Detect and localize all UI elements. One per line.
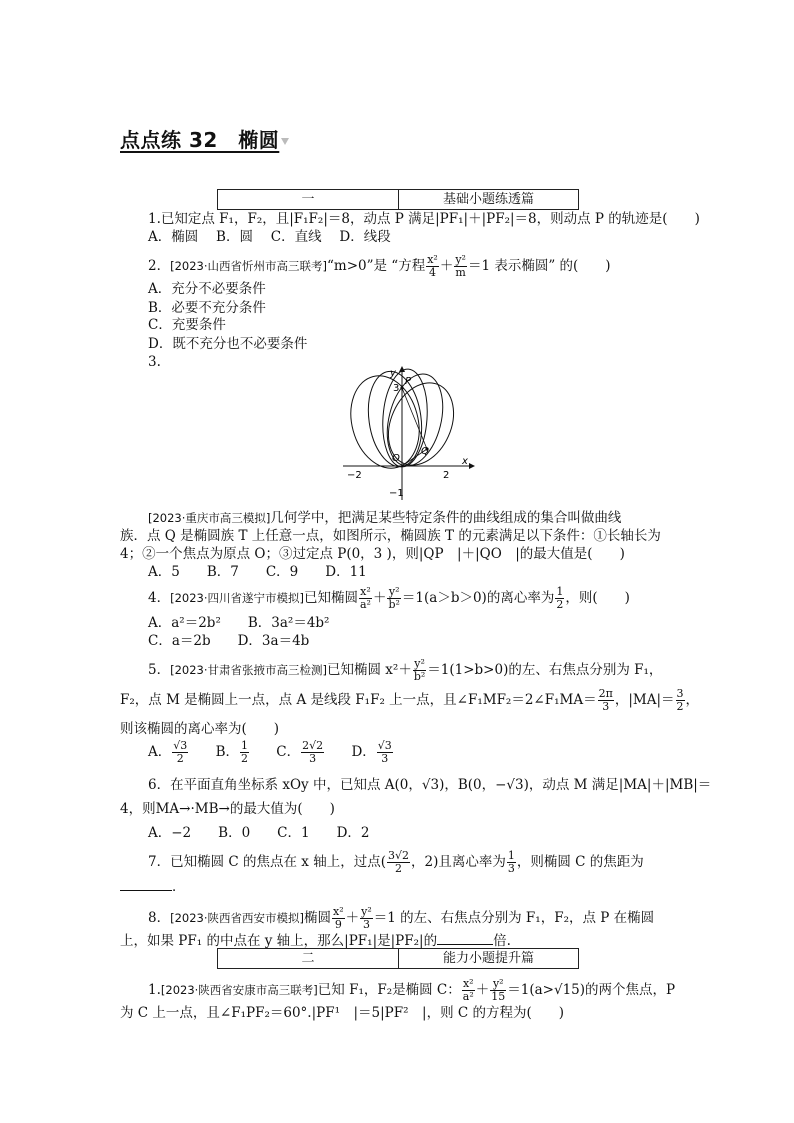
question-6-options: A．−2 B．0 C．1 D．2 bbox=[148, 825, 370, 841]
question-5-line-1: 5．[2023·甘肃省张掖市高三检测]已知椭圆 x²＋ $\frac{\text{y²}}{\text{b²}}$ ＝1(1>b>0)的左、右焦点分别为 F₁， bbox=[148, 657, 663, 683]
section-number: 二 bbox=[218, 949, 399, 968]
question-4-options-ab: A．a²＝2b² B．3a²＝4b² bbox=[148, 615, 330, 631]
answer-blank[interactable] bbox=[437, 932, 493, 945]
point-p-label: P bbox=[405, 376, 412, 387]
section-name: 基础小题练透篇 bbox=[442, 192, 534, 207]
answer-blank[interactable] bbox=[120, 878, 172, 891]
question-5-line-3: 则该椭圆的离心率为( ) bbox=[120, 721, 280, 737]
advanced-question-1-line-1: 1.[2023·陕西省安康市高三联考]已知 F₁，F₂是椭圆 C： $\frac{\text{x²}}{\text{a²}}$ ＋ $\frac{\text{y²}}{15}$ ＝1(a>√15)的两个焦点，P bbox=[148, 977, 676, 1003]
tick-3-label: 3 bbox=[393, 383, 400, 394]
question-6-line-2: 4，则MA→·MB→的最大值为( ) bbox=[120, 801, 335, 817]
x-axis-label: x bbox=[462, 456, 468, 467]
tick-2-label: 2 bbox=[443, 470, 450, 481]
question-2-option-c: C．充要条件 bbox=[148, 317, 226, 333]
question-4-text: 4．[2023·四川省遂宁市模拟]已知椭圆 $\frac{\text{x²}}{\text{a²}}$ ＋ $\frac{\text{y²}}{\text{b²}}$ ＝1(a＞b＞0)的离心率为 $\frac{1}{2}$ ，则( ) bbox=[148, 585, 630, 611]
origin-label: O bbox=[392, 453, 400, 464]
question-2-option-a: A．充分不必要条件 bbox=[148, 281, 266, 297]
question-6-line-1: 6．在平面直角坐标系 xOy 中，已知点 A(0，√3)，B(0，−√3)，动点 M 满足|MA|＋|MB|＝ bbox=[148, 777, 712, 793]
question-3-options: A．5 B．7 C．9 D．11 bbox=[148, 564, 367, 580]
section-number: 一 bbox=[218, 190, 399, 209]
question-1-options: A．椭圆 B．圆 C．直线 D．线段 bbox=[148, 229, 391, 245]
dropdown-triangle-icon bbox=[281, 138, 289, 145]
question-7-line-2: ． bbox=[120, 878, 186, 896]
point-q-label: Q bbox=[421, 446, 429, 457]
question-3-line-1: [2023·重庆市高三模拟]几何学中，把满足某些特定条件的曲线组成的集合叫做曲线 bbox=[148, 510, 622, 526]
tick-neg1-label: −1 bbox=[389, 488, 404, 499]
y-axis-label: y bbox=[390, 368, 396, 379]
question-8-line-1: 8．[2023·陕西省西安市模拟]椭圆 $\frac{\text{x²}}{9}$ ＋ $\frac{\text{y²}}{3}$ ＝1 的左、右焦点分别为 F₁，F₂，点 P 在椭圆 bbox=[148, 905, 655, 931]
advanced-question-1-line-2: 为 C 上一点，且∠F₁PF₂＝60°.|PF¹ |＝5|PF² |，则 C 的方程为( ) bbox=[120, 1005, 565, 1021]
question-2-option-d: D．既不充分也不必要条件 bbox=[148, 336, 308, 352]
question-3-line-2: 族．点 Q 是椭圆族 T 上任意一点，如图所示，椭圆族 T 的元素满足以下条件：①长轴长为 bbox=[120, 528, 661, 544]
question-3-line-3: 4；②一个焦点为原点 O；③过定点 P(0，3 )，则|QP |＋|QO |的最大值是( ) bbox=[120, 546, 625, 562]
section-header-basic bbox=[217, 189, 579, 210]
page-title: 点点练 32 椭圆 bbox=[120, 124, 289, 153]
question-1-text: 1.已知定点 F₁，F₂，且|F₁F₂|＝8，动点 P 满足|PF₁|＋|PF₂|＝8，则动点 P 的轨迹是( ) bbox=[148, 211, 700, 227]
ellipse-family-figure bbox=[335, 364, 475, 502]
question-8-line-2: 上，如果 PF₁ 的中点在 y 轴上，那么|PF₁|是|PF₂|的 倍. bbox=[120, 933, 511, 949]
question-2-text: 2．[2023·山西省忻州市高三联考]“m>0”是 “方程 $\frac{\text{x²}}{4}$ ＋ $\frac{\text{y²}}{m}$ ＝1 表示椭圆” 的( ) bbox=[148, 253, 611, 279]
tick-neg2-label: −2 bbox=[347, 470, 362, 481]
section-name: 能力小题提升篇 bbox=[442, 951, 534, 966]
question-7-line-1: 7．已知椭圆 C 的焦点在 x 轴上，过点( $\frac{3√2}{2}$ ，2)且离心率为 $\frac{1}{3}$ ，则椭圆 C 的焦距为 bbox=[148, 849, 644, 875]
question-2-option-b: B．必要不充分条件 bbox=[148, 300, 266, 316]
question-4-options-cd: C．a＝2b D．3a＝4b bbox=[148, 633, 310, 649]
section-header-advanced bbox=[217, 948, 579, 969]
question-3-number: 3. bbox=[148, 354, 161, 370]
question-5-options: A． $\frac{√3}{2}$ B． $\frac{1}{2}$ C． $\frac{2√2}{3}$ D． $\frac{√3}{3}$ bbox=[148, 739, 392, 765]
question-5-line-2: F₂，点 M 是椭圆上一点，点 A 是线段 F₁F₂ 上一点，且∠F₁MF₂＝2∠F₁MA＝ $\frac{2\pi}{3}$ ，|MA|＝ $\frac{3}{2}$ ， bbox=[120, 687, 700, 713]
